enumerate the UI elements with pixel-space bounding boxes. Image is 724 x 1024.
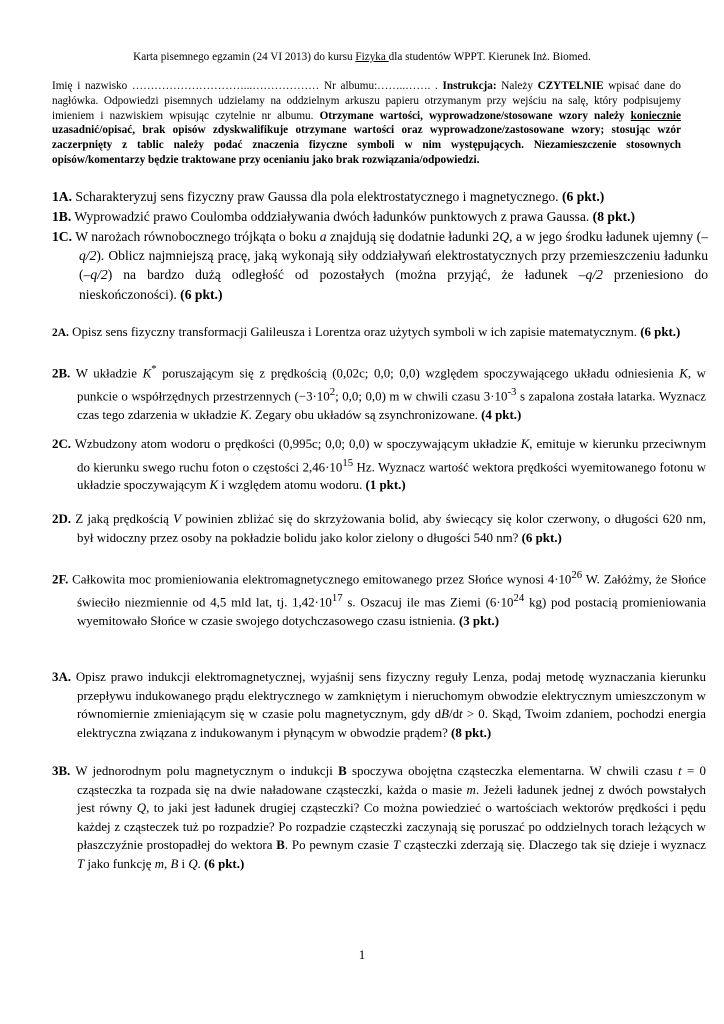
symbol: –q/2 (79, 229, 708, 264)
question-text: s. Oszacuj ile mas Ziemi (6·10 (342, 595, 514, 610)
symbol: B (441, 707, 449, 722)
question-text: ; 0,0; 0,0) m w chwili czasu 3·10 (335, 389, 508, 404)
question-text: spoczywa obojętna cząsteczka elementarna. W chwili czasu (346, 764, 679, 778)
question-points: (6 pkt.) (521, 530, 562, 545)
header-post: dla studentów WPPT. Kierunek Inż. Biomed. (388, 51, 591, 63)
question-text: W narożach równobocznego trójkąta o boku (72, 229, 320, 244)
question-text: , to jaki jest ładunek drugiej cząsteczki? Co można powiedzieć o wartościach wektorów prędkości i pędu każdej z cząsteczek tuż po rozpadzie? Po rozpadzie cząsteczki zaczynają się poruszać po oddzielnych torach leżących w płaszczyźnie prostopadłej do wektora (77, 801, 706, 853)
superscript: 17 (331, 591, 343, 604)
question-text: . Jeżeli ładunek jednej z dwóch powstałych jest równy (77, 782, 706, 816)
question-2a (52, 323, 706, 343)
question-number: 1C. (52, 229, 73, 244)
question-number: 1A. (52, 189, 73, 204)
question-text: ) na bardzo dużą odległość od pozostałych (można przyjąć, że ładunek (107, 267, 579, 283)
question-text: W układzie (70, 366, 143, 381)
question-text: poruszającym się z prędkością (0,02c; 0,0; 0,0) względem spoczywającego układu odniesienia (156, 366, 680, 381)
question-text: , emituje w kierunku przeciwnym do kierunku swego ruchu foton o częstości 2,46·10 (77, 437, 706, 474)
question-text: ). Oblicz najmniejszą pracę, jaką wykonają siły oddziaływań elektrostatycznych przy przemieszczeniu ładunku ( (79, 248, 708, 283)
question-3b (52, 762, 706, 874)
question-points: (4 pkt.) (481, 407, 522, 422)
superscript: * (151, 363, 157, 375)
symbol: T (77, 856, 85, 871)
symbol: m (466, 782, 476, 797)
instruction-bold: Otrzymane wartości, wyprowadzone/stosowane wzory należy (319, 109, 631, 122)
question-text: Scharakteryzuj sens fizyczny praw Gaussa dla pola elektrostatycznego i magnetycznego. (72, 189, 562, 204)
header-pre: Karta pisemnego egzamin (24 VI 2013) do kursu (133, 51, 356, 63)
question-2d (52, 510, 706, 547)
question-text: > 0. Skąd, Twoim zdaniem, pochodzi energia elektryczna związana z indukowanym i płynącym w obwodzie prądem? (77, 707, 706, 740)
question-text: W. Załóżmy, że Słońce świeciło niezmiennie od 4,5 mld lat, tj. 1,42·10 (77, 572, 706, 610)
symbol-bold: B (276, 838, 285, 853)
instruction-text: Należy (496, 80, 538, 92)
symbol: K (209, 478, 219, 493)
symbol: Q (188, 856, 198, 871)
question-text: /d (448, 707, 460, 722)
symbol: Q (499, 229, 510, 244)
question-text: , a w jego środku ładunek ujemny ( (509, 229, 702, 244)
question-text: Opisz prawo indukcji elektromagnetycznej, wyjaśnij sens fizyczny reguły Lenza, podaj metodę wyznaczania kierunku przepływu indukowanego prądu elektrycznego w zamkniętym i nieruchomym obwodzie elektrycznym umieszczonym w równomiernie zmieniającym się w czasie polu magnetycznym, gdy d (70, 670, 706, 722)
symbol: V (173, 512, 182, 526)
question-number: 2D. (52, 512, 71, 526)
superscript: 15 (342, 456, 354, 469)
instruction-underline: koniecznie (630, 109, 681, 122)
question-text: . Zegary obu układów są zsynchronizowane. (248, 407, 482, 422)
instruction-bold: uzasadnić/opisać, brak opisów zdyskwalifikuje otrzymane wartości oraz wyprowadzone/zastosowane wzory; stosując wzór zaczerpnięty z tablic należy podać znaczenia fizyczne symboli w nim występujących. Niezamieszczenie stosownych opisów/komentarzy będzie traktowane przy ocenianiu jako brak rozwiązania/odpowiedzi. (52, 124, 681, 166)
symbol: K (239, 407, 249, 422)
symbol: –q/2 (83, 267, 108, 283)
page-number: 1 (358, 947, 366, 962)
question-text: s zapalona została latarka. Wyznacz czas tego zdarzenia w układzie (77, 389, 706, 422)
question-text: Wyprowadzić prawo Coulomba oddziaływania dwóch ładunków punktowych z prawa Gaussa. (71, 209, 593, 224)
question-text: , (164, 856, 171, 871)
superscript: 24 (513, 591, 525, 604)
question-text: Opisz sens fizyczny transformacji Galileusza i Lorentza oraz użytych symboli w ich zapisie matematycznym. (68, 325, 641, 339)
question-number: 3A. (52, 670, 71, 684)
question-1b (52, 207, 708, 226)
question-number: 2A. (52, 327, 69, 339)
question-points: (3 pkt.) (458, 613, 500, 628)
question-text: W jednorodnym polu magnetycznym o indukcji (70, 764, 339, 778)
question-text: cząsteczki zderzają się. Dlaczego tak się dzieje i wyznacz (400, 838, 706, 853)
symbol-bold: B (338, 764, 347, 778)
question-text: i względem atomu wodoru. (218, 478, 366, 493)
question-text: Z jaką prędkością (70, 512, 174, 526)
superscript: 26 (571, 569, 583, 581)
name-album-line: Imię i nazwisko …………………………...……………… Nr albumu:……..……. . (52, 80, 443, 92)
instruction-lead: Instrukcja: (442, 80, 497, 92)
question-text: . Po pewnym czasie (284, 838, 393, 853)
symbol: B (170, 856, 179, 871)
question-points: (8 pkt.) (592, 209, 635, 224)
symbol: m (154, 856, 164, 871)
question-text: , w punkcie o współrzędnych przestrzennych (−3·10 (77, 366, 706, 404)
symbol: Q (136, 801, 147, 816)
symbol: K (520, 437, 530, 451)
question-text: . (197, 856, 205, 871)
superscript: -3 (507, 385, 517, 398)
symbol: –q/2 (578, 267, 603, 283)
instruction-emphasis: CZYTELNIE (537, 80, 604, 92)
question-text: jako funkcję (84, 856, 155, 871)
question-points: (6 pkt.) (561, 189, 605, 204)
instructions (52, 79, 681, 168)
question-text: powinien zbliżać się do skrzyżowania bolid, aby świecący się kolor czerwony, o długości 620 nm, był widoczny przez osoby na pokładzie bolidu jako kolor zielony o długości 540 nm? (77, 512, 706, 545)
question-text: = 0 cząsteczka ta rozpada się na dwie naładowane cząsteczki, każda o masie (77, 764, 706, 797)
symbol: t (459, 707, 463, 722)
question-text: i (178, 856, 189, 871)
question-3a (52, 668, 706, 742)
question-number: 2B. (52, 366, 71, 381)
symbol: K (679, 366, 688, 381)
question-points: (6 pkt.) (204, 856, 245, 871)
question-text: znajdują się dodatnie ładunki 2 (326, 229, 500, 244)
question-points: (8 pkt.) (451, 725, 492, 740)
question-text: kg) pod postacią promieniowania wyemitowało Słońce w czasie swojego dotychczasowego czasu istnienia. (77, 595, 706, 628)
superscript: 2 (329, 385, 336, 398)
question-2f (52, 566, 706, 630)
question-points: (1 pkt.) (365, 478, 406, 493)
question-2b (52, 360, 706, 424)
question-number: 1B. (52, 209, 72, 224)
symbol: a (319, 229, 327, 244)
question-points: (6 pkt.) (640, 325, 681, 339)
question-number: 2F. (52, 572, 69, 587)
symbol: t (678, 764, 682, 778)
header-subject: Fizyka (355, 51, 389, 63)
exam-header (0, 50, 724, 64)
question-points: (6 pkt.) (180, 286, 223, 302)
question-text: Hz. Wyznacz wartość wektora prędkości wyemitowanego fotonu w układzie spoczywającym (77, 459, 706, 493)
question-1a (52, 187, 708, 206)
question-text: Całkowita moc promieniowania elektromagnetycznego emitowanego przez Słońce wynosi 4·10 (68, 572, 572, 587)
question-text: Wzbudzony atom wodoru o prędkości (0,995c; 0,0; 0,0) w spoczywającym układzie (70, 437, 521, 451)
instruction-text: wpisać dane do nagłówka. Odpowiedzi pisemnych udzielamy na oddzielnym arkuszu papieru otrzymanym przy wejściu na salę, który podpisujemy imieniem i nazwiskiem wpisując czytelnie nr albumu. (52, 80, 681, 122)
question-1c (52, 227, 708, 304)
symbol: K (142, 366, 152, 381)
symbol: T (392, 838, 401, 853)
question-text: przeniesiono do nieskończoności). (79, 267, 708, 302)
question-2c (52, 435, 706, 495)
question-number: 3B. (52, 764, 71, 778)
question-number: 2C. (52, 437, 71, 451)
